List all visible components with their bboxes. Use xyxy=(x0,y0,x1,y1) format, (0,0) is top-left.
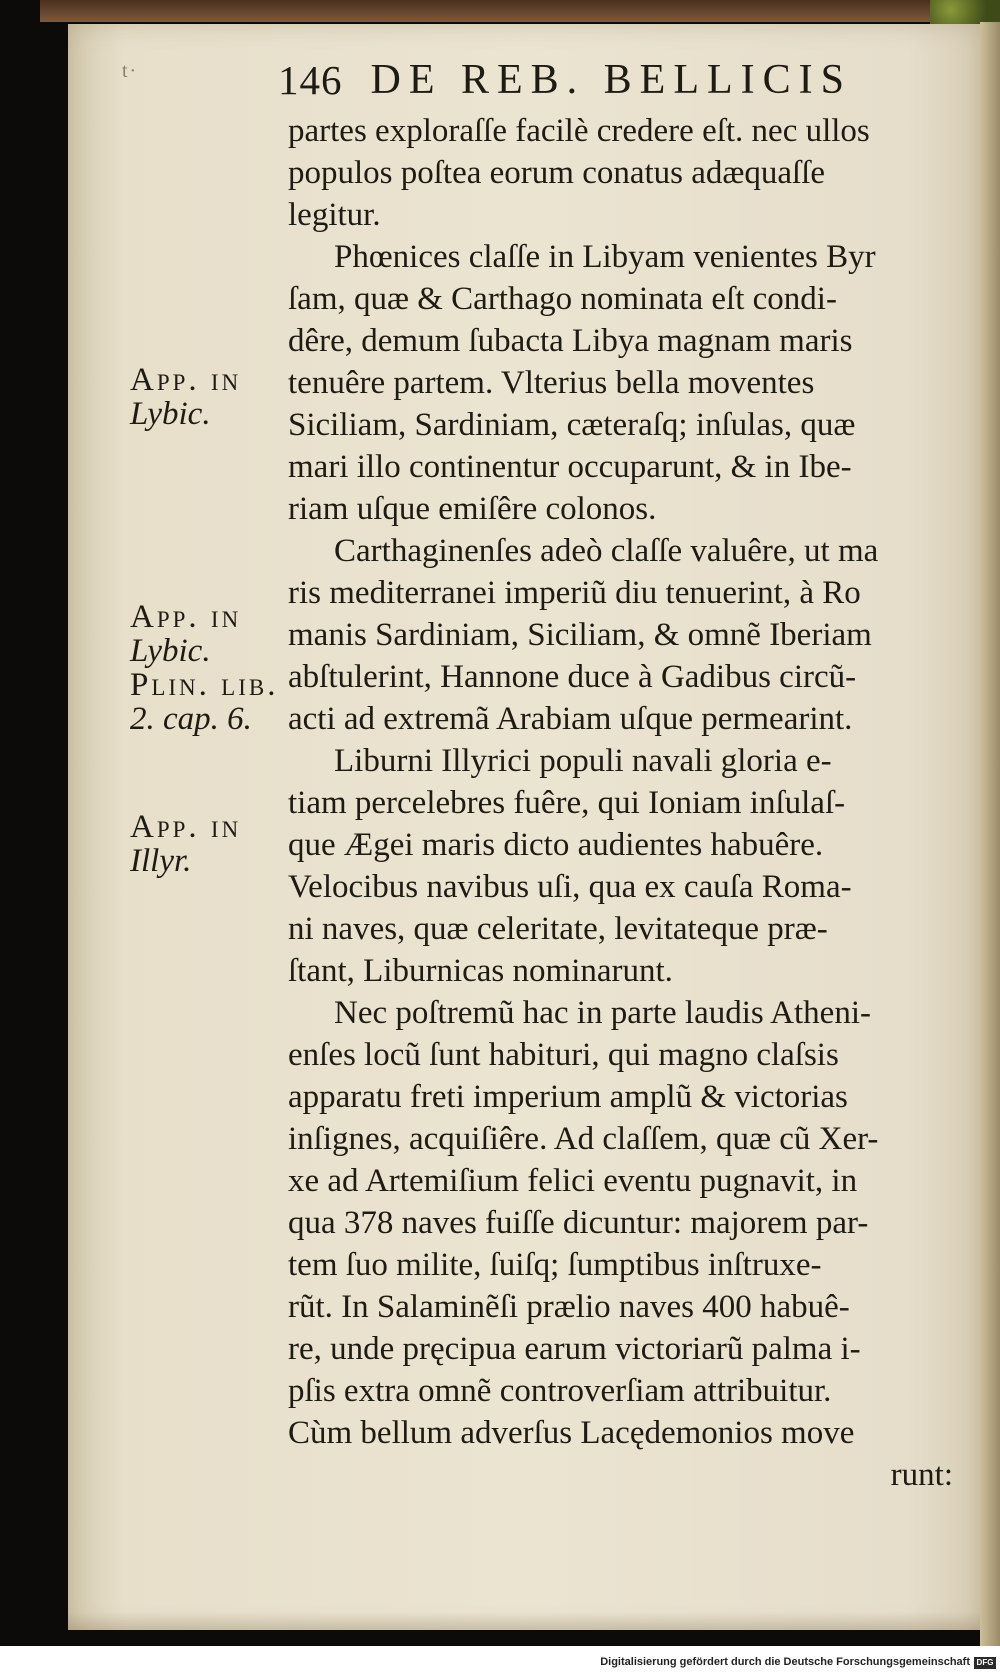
text-line: abſtulerint, Hannone duce à Gadibus circũ- xyxy=(288,659,857,695)
text-line: ſtant, Liburnicas nominarunt. xyxy=(288,953,673,989)
marginal-note xyxy=(130,600,280,736)
marginal-note-line: Lybic. xyxy=(130,633,211,669)
text-line: enſes locũ ſunt habituri, qui magno claſsis xyxy=(288,1037,839,1073)
text-line: qua 378 naves fuiſſe dicuntur: majorem par- xyxy=(288,1205,869,1241)
text-line: Liburni Illyrici populi navali gloria e- xyxy=(334,743,832,779)
text-line: Phœnices claſſe in Libyam venientes Byr xyxy=(334,239,876,275)
marginal-note-line: Illyr. xyxy=(130,843,192,879)
digitization-footer xyxy=(0,1654,1000,1678)
text-line: riam uſque emiſêre colonos. xyxy=(288,491,657,527)
text-line: rũt. In Salaminẽſi prælio naves 400 habuê- xyxy=(288,1289,850,1325)
text-line: tiam percelebres fuêre, qui Ioniam inſulaſ- xyxy=(288,785,846,821)
text-line: ni naves, quæ celeritate, levitateque præ- xyxy=(288,911,828,947)
text-line: populos poſtea eorum conatus adæquaſſe xyxy=(288,155,826,191)
page-body-text xyxy=(288,110,953,1496)
running-header xyxy=(278,50,938,110)
text-line: partes exploraſſe facilè credere eſt. nec ullos xyxy=(288,113,870,149)
text-line: acti ad extremã Arabiam uſque permearint. xyxy=(288,701,853,737)
text-line: inſignes, acquiſiêre. Ad claſſem, quæ cũ Xer- xyxy=(288,1121,879,1157)
text-line: apparatu freti imperium amplũ & victorias xyxy=(288,1079,848,1115)
text-line: legitur. xyxy=(288,197,381,233)
marginal-note-line: App. in xyxy=(130,809,242,845)
text-line: manis Sardiniam, Siciliam, & omnẽ Iberiam xyxy=(288,617,872,653)
marginal-note xyxy=(130,810,280,878)
marginal-note xyxy=(130,363,280,431)
corner-mark: t· xyxy=(122,60,139,82)
catchword: runt: xyxy=(890,1457,953,1493)
text-line: Velocibus navibus uſi, qua ex cauſa Roma- xyxy=(288,869,852,905)
text-line: tenuêre partem. Vlterius bella moventes xyxy=(288,365,815,401)
text-line: Nec poſtremũ hac in parte laudis Atheni- xyxy=(334,995,871,1031)
text-line: tem ſuo milite, ſuiſq; ſumptibus inſtruxe- xyxy=(288,1247,822,1283)
text-line: xe ad Artemiſium felici eventu pugnavit, in xyxy=(288,1163,858,1199)
book-edge xyxy=(980,22,1000,1646)
marginal-note-line: App. in xyxy=(130,362,242,398)
marginal-note-line: App. in xyxy=(130,599,242,635)
text-line: dêre, demum ſubacta Libya magnam maris xyxy=(288,323,853,359)
page-top-edge xyxy=(40,0,965,22)
funding-credit: Digitalisierung gefördert durch die Deutsche Forschungsgemeinschaft xyxy=(600,1656,970,1668)
text-line: mari illo continentur occuparunt, & in Ibe- xyxy=(288,449,852,485)
text-line: que Ægei maris dicto audientes habuêre. xyxy=(288,827,824,863)
marginal-note-line: Lybic. xyxy=(130,396,211,432)
text-line: Siciliam, Sardiniam, cæteraſq; inſulas, quæ xyxy=(288,407,856,443)
dfg-logo: DFG xyxy=(974,1657,996,1669)
text-line: Cùm bellum adverſus Lacędemonios move xyxy=(288,1415,855,1451)
marginal-note-line: 2. cap. 6. xyxy=(130,701,252,737)
running-title: DE REB. BELLICIS xyxy=(370,57,852,103)
text-line: ſam, quæ & Carthago nominata eſt condi- xyxy=(288,281,837,317)
text-line: Carthaginenſes adeò claſſe valuêre, ut ma xyxy=(334,533,879,569)
page-number: 146 xyxy=(278,57,343,103)
leaf-decoration xyxy=(930,0,1000,24)
text-line: re, unde pręcipua earum victoriarũ palma i- xyxy=(288,1331,861,1367)
text-line: ris mediterranei imperiũ diu tenuerint, à Ro xyxy=(288,575,861,611)
text-line: pſis extra omnẽ controverſiam attribuitur. xyxy=(288,1373,832,1409)
marginal-note-line: Plin. lib. xyxy=(130,667,279,703)
